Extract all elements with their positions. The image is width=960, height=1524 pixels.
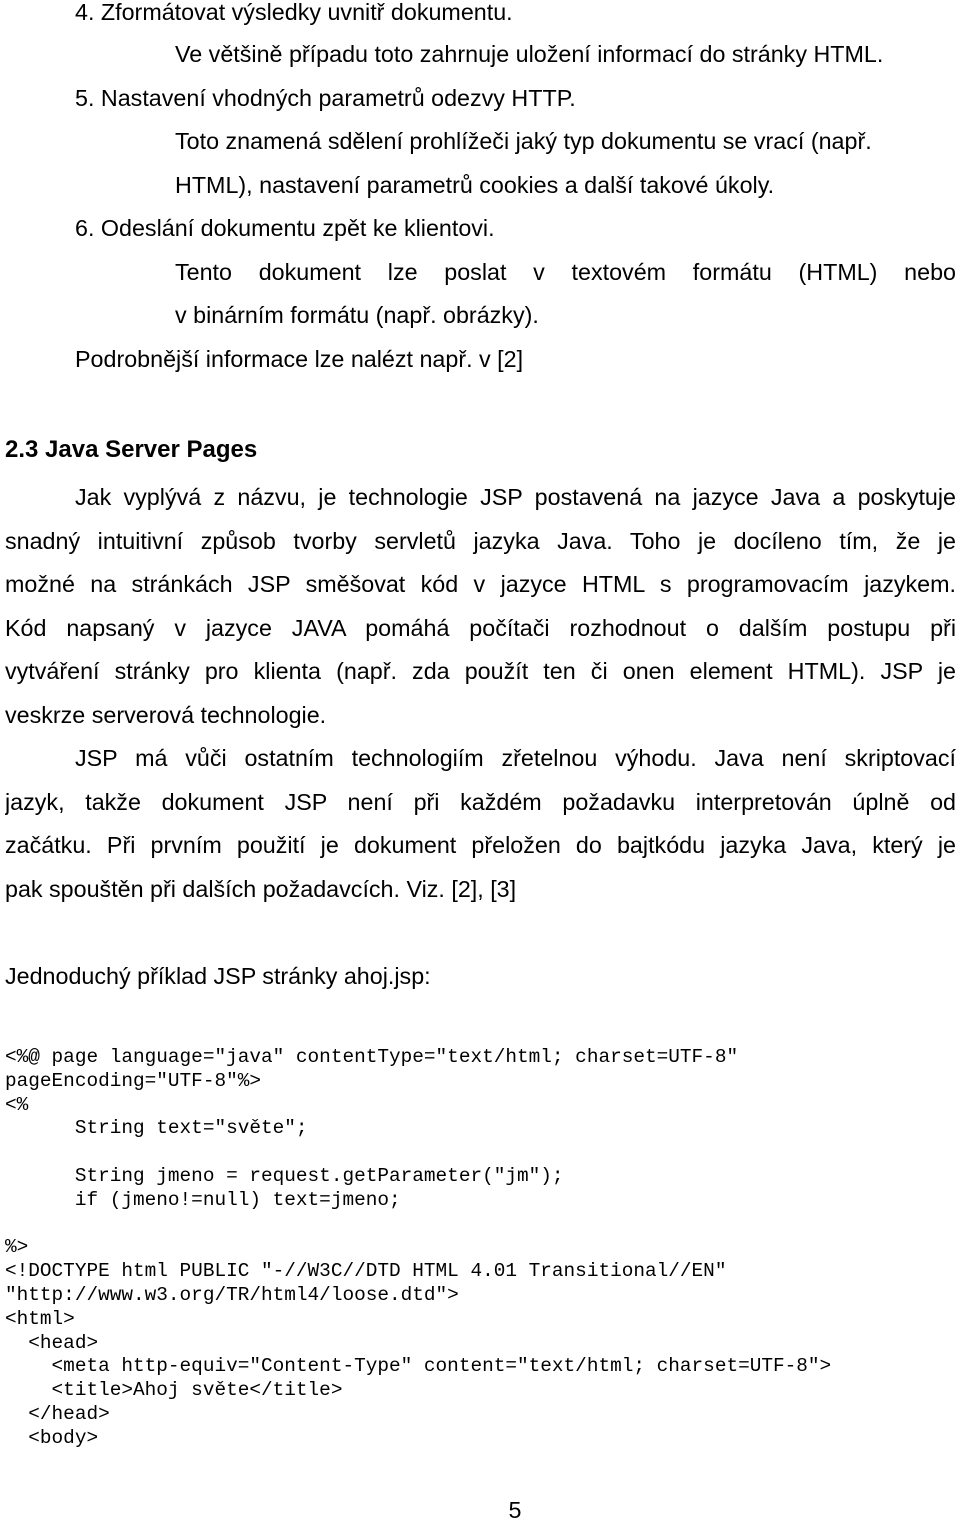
section-heading: 2.3 Java Server Pages [5, 436, 258, 463]
list-item-5-detail-line2: HTML), nastavení parametrů cookies a další takové úkoly. [175, 172, 775, 198]
code-line [5, 1141, 831, 1165]
paragraph2-line2: jazyk, takže dokument JSP není při každém požadavku interpretován úplně od [5, 789, 956, 815]
more-info-note: Podrobnější informace lze nalézt např. v [2] [75, 346, 524, 372]
code-line: if (jmeno!=null) text=jmeno; [5, 1188, 401, 1211]
code-line: <head> [5, 1331, 99, 1354]
list-item-6-detail-line2: v binárním formátu (např. obrázky). [175, 302, 539, 328]
paragraph2-line4: pak spouštěn při dalších požadavcích. Viz. [2], [3] [5, 876, 517, 902]
list-item-4: 4. Zformátovat výsledky uvnitř dokumentu. [75, 0, 513, 25]
code-line: "http://www.w3.org/TR/html4/loose.dtd"> [5, 1283, 459, 1306]
page-number: 5 [508, 1497, 522, 1523]
paragraph1-line4: Kód napsaný v jazyce JAVA pomáhá počítači rozhodnout o dalším postupu při [5, 615, 956, 641]
code-line: <!DOCTYPE html PUBLIC "-//W3C//DTD HTML 4.01 Transitional//EN" [5, 1260, 727, 1283]
code-line: </head> [5, 1402, 110, 1425]
paragraph2-line3: začátku. Při prvním použití je dokument přeložen do bajtkódu jazyka Java, který je [5, 832, 956, 858]
code-line [5, 1213, 831, 1237]
example-caption: Jednoduchý příklad JSP stránky ahoj.jsp: [5, 963, 431, 989]
list-item-5: 5. Nastavení vhodných parametrů odezvy HTTP. [75, 85, 576, 111]
code-line: <html> [5, 1307, 75, 1330]
paragraph1-line1: Jak vyplývá z názvu, je technologie JSP postavená na jazyce Java a poskytuje [75, 484, 956, 510]
list-item-6-detail-line1: Tento dokument lze poslat v textovém formátu (HTML) nebo [175, 259, 956, 285]
paragraph1-line3: možné na stránkách JSP směšovat kód v jazyce HTML s programovacím jazykem. [5, 571, 956, 597]
list-item-5-detail-line1: Toto znamená sdělení prohlížeči jaký typ dokumentu se vrací (např. [175, 128, 872, 154]
code-line: <body> [5, 1426, 99, 1449]
code-line: String text="světe"; [5, 1117, 308, 1140]
code-line: pageEncoding="UTF-8"%> [5, 1069, 261, 1092]
code-line: <meta http-equiv="Content-Type" content="text/html; charset=UTF-8"> [5, 1355, 832, 1378]
code-line: <%@ page language="java" contentType="text/html; charset=UTF-8" [5, 1046, 739, 1068]
code-line: <title>Ahoj světe</title> [5, 1379, 343, 1402]
list-item-6: 6. Odeslání dokumentu zpět ke klientovi. [75, 215, 495, 241]
paragraph1-line2: snadný intuitivní způsob tvorby servletů jazyka Java. Toho je docíleno tím, že je [5, 528, 956, 554]
paragraph1-line6: veskrze serverová technologie. [5, 702, 327, 728]
code-listing [5, 1046, 831, 1451]
paragraph1-line5: vytváření stránky pro klienta (např. zda použít ten či onen element HTML). JSP je [5, 658, 956, 684]
paragraph2-line1: JSP má vůči ostatním technologiím zřetelnou výhodu. Java není skriptovací [75, 745, 956, 771]
code-line: %> [5, 1236, 29, 1259]
code-line: String jmeno = request.getParameter("jm"); [5, 1164, 564, 1187]
code-line: <% [5, 1093, 29, 1116]
list-item-4-detail: Ve většině případu toto zahrnuje uložení informací do stránky HTML. [175, 41, 884, 67]
